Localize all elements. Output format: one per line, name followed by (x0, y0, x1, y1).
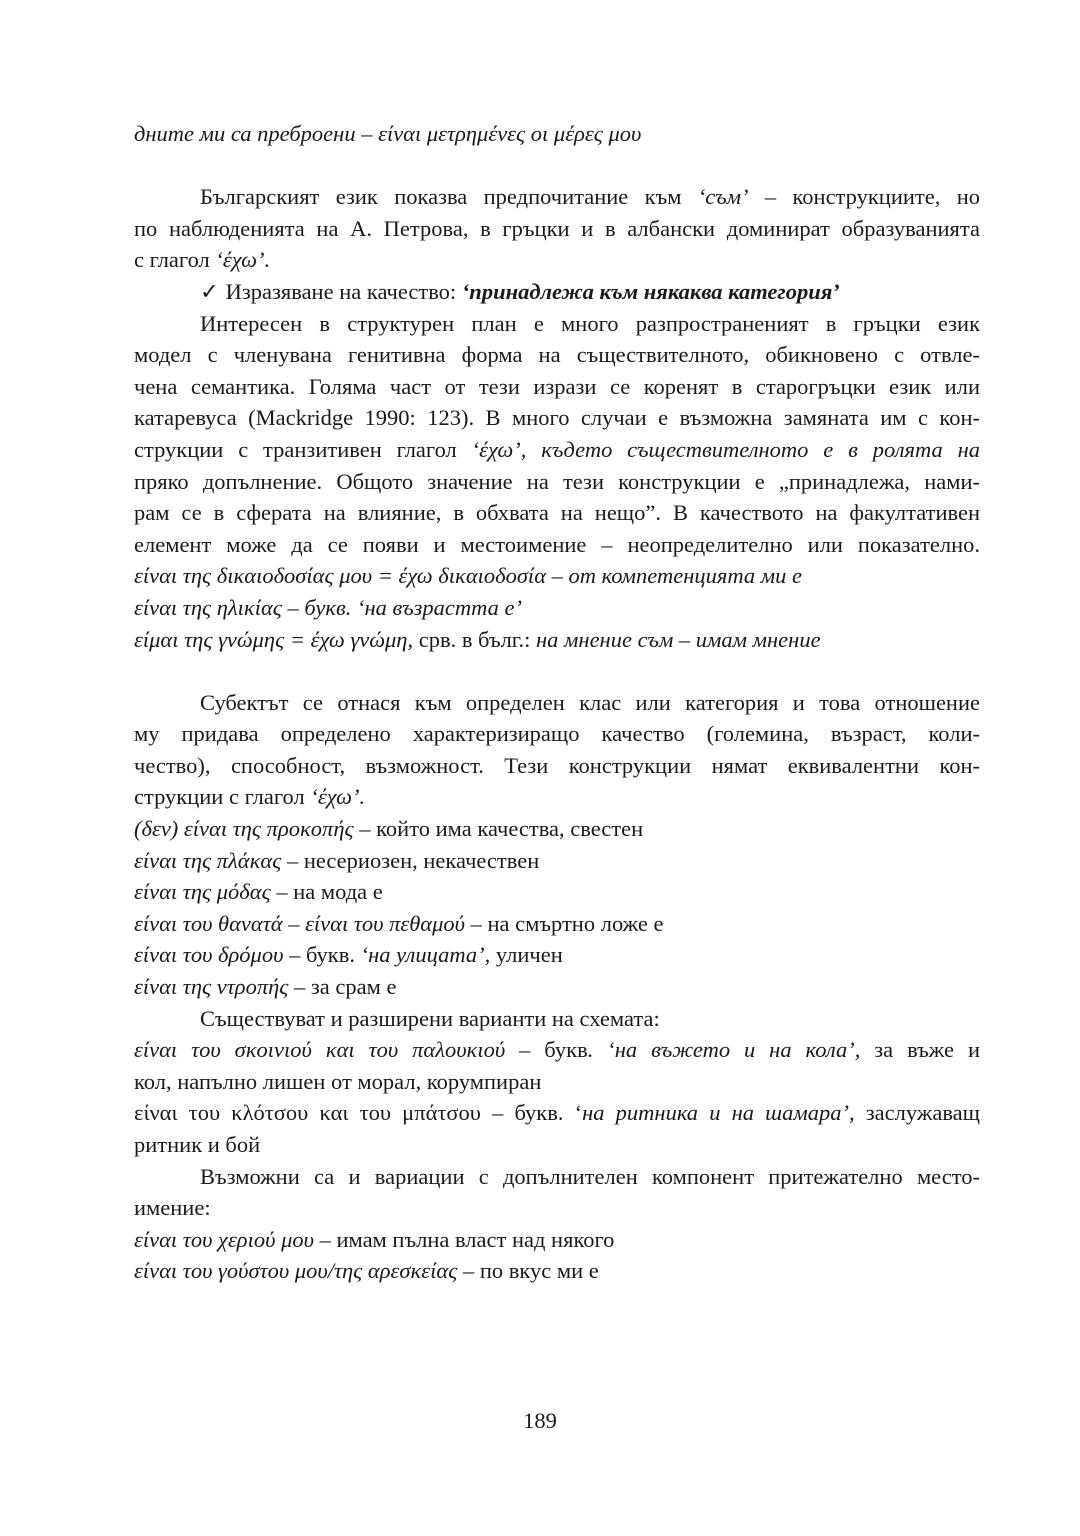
text-span: είναι του κλότσου και του μπάτσου – букв. ‘ (134, 1100, 583, 1126)
example-line (134, 1097, 980, 1129)
text-line: рам се в сферата на влияние, в обхвата на нещо”. В качеството на факултативен (134, 500, 980, 526)
italic-span: ‘на улицата’, (360, 942, 491, 968)
spacer (134, 150, 980, 182)
italic-span: είναι της πλάκας (134, 847, 282, 873)
example-line (134, 876, 980, 908)
italic-span: είναι του σκοινιού και του παλουκιού (134, 1037, 506, 1063)
text-line: по наблюденията на А. Петрова, в гръцки и в албански доминират образуванията (134, 215, 980, 241)
text-span: срв. в бълг.: (413, 626, 537, 652)
example-line (134, 813, 980, 845)
example-block (134, 1034, 980, 1160)
italic-span: ‘έχω’, (471, 436, 527, 462)
example-line (134, 971, 980, 1003)
text-span: струкции с глагол (134, 784, 311, 810)
text-span: уличен (490, 942, 563, 968)
spacer (134, 655, 980, 687)
text-line: Субектът се отнася към определен клас или категория и това отношение (200, 689, 980, 715)
text-line (134, 781, 980, 813)
example-line: кол, напълно лишен от морал, корумпиран (134, 1068, 542, 1094)
page-number: 189 (523, 1408, 557, 1433)
text-line: пряко допълнение. Общото значение на тези конструкции е „принадлежа, нами- (134, 468, 980, 494)
example-line (134, 845, 980, 877)
italic-span: είναι του δρόμου (134, 942, 284, 968)
text-line: Съществуват и разширени варианти на схемата: (200, 1005, 660, 1031)
text-line: чена семантика. Голяма част от тези изрази се коренят в старогръцки език или (134, 373, 980, 399)
paragraph (134, 308, 980, 561)
example-line: дните ми са преброени – είναι μετρημένες οι μέρες μου (134, 121, 642, 146)
page-body (134, 118, 980, 1287)
italic-span: είναι της μόδας (134, 879, 271, 905)
example-line: ритник и бой (134, 1132, 261, 1157)
paragraph (134, 181, 980, 276)
text-span: струкции с транзитивен глагол (134, 436, 472, 462)
example-line (134, 939, 980, 971)
text-span: – на мода е (270, 879, 383, 905)
text-span: с глагол (134, 247, 216, 273)
example-line: είναι της δικαιοδοσίας μου = έχω δικαιοδοσία – от компетенцията ми е (134, 563, 802, 589)
text-span: – имам пълна власт над някого (313, 1226, 615, 1252)
example-line: είναι της ηλικίας – букв. ‘на възрастта е’ (134, 594, 523, 620)
section-heading (134, 276, 980, 308)
italic-span: ‘έχω’. (215, 247, 271, 273)
example-line (134, 1034, 980, 1066)
paragraph (134, 1161, 980, 1224)
text-span: Българският език показва предпочитание към (200, 184, 698, 210)
text-span: – който има качества, свестен (353, 816, 644, 842)
italic-span: ‘съм’ (697, 184, 749, 210)
text-span: , заслужаващ (849, 1100, 980, 1126)
text-line (134, 434, 980, 466)
example-list (134, 813, 980, 1003)
text-line: елемент може да се появи и местоимение – неопределително или показателно. (134, 531, 980, 557)
italic-span: ‘έχω’. (310, 784, 366, 810)
example-line (134, 624, 980, 656)
text-line: чество), способност, възможност. Тези конструкции нямат еквивалентни кон- (134, 752, 980, 778)
example-list (134, 560, 980, 655)
text-span: – несериозен, некачествен (281, 847, 540, 873)
italic-span: είναι της ντροπής (134, 974, 289, 1000)
text-line: модел с членувана генитивна форма на съществителното, обикновено с отвле- (134, 342, 980, 368)
italic-span: είναι του γούστου μου/της αρεσκείας (134, 1258, 458, 1284)
text-line: му придава определено характеризиращо качество (големина, възраст, коли- (134, 721, 980, 747)
italic-span: είναι του θανατά – είναι του πεθαμού (134, 910, 465, 936)
text-span: за въже и (860, 1037, 980, 1063)
text-line: Възможни са и вариации с допълнителен компонент притежателно место- (200, 1163, 980, 1189)
italic-span: (δεν) είναι της προκοπής (134, 816, 354, 842)
italic-span: . ‘на въжето и на кола’, (587, 1037, 861, 1063)
text-span: – по вкус ми е (457, 1258, 599, 1284)
text-line (134, 181, 980, 213)
text-span: – конструкциите, но (748, 184, 981, 210)
italic-span: είμαι της γνώμης = έχω γνώμη, (134, 626, 414, 652)
text-line: катаревуса (Mackridge 1990: 123). В много случаи е възможна замяната им с кон- (134, 405, 980, 431)
text-line: Интересен в структурен план е много разпространеният в гръцки език (200, 310, 980, 336)
italic-span: където съществителното е в ролята на (526, 436, 980, 462)
italic-span: на мнение съм – имам мнение (536, 626, 821, 652)
text-line: имение: (134, 1195, 211, 1221)
text-span: – на смъртно ложе е (465, 910, 664, 936)
example-list (134, 1224, 980, 1287)
checkmark-icon: ✓ (200, 278, 219, 304)
text-span: – за срам е (288, 974, 397, 1000)
heading-prefix: Изразяване на качество: (220, 278, 462, 304)
text-span: – букв (505, 1037, 588, 1063)
italic-span: на ритника и на шамара’ (582, 1100, 849, 1126)
text-span: – букв. (283, 942, 361, 968)
italic-span: είναι του χεριού μου (134, 1226, 314, 1252)
text-line (134, 244, 980, 276)
example-line (134, 908, 980, 940)
example-line (134, 1224, 980, 1256)
example-line (134, 1255, 980, 1287)
heading-title: ‘принадлежа към някаква категория’ (461, 278, 840, 304)
paragraph (134, 687, 980, 813)
